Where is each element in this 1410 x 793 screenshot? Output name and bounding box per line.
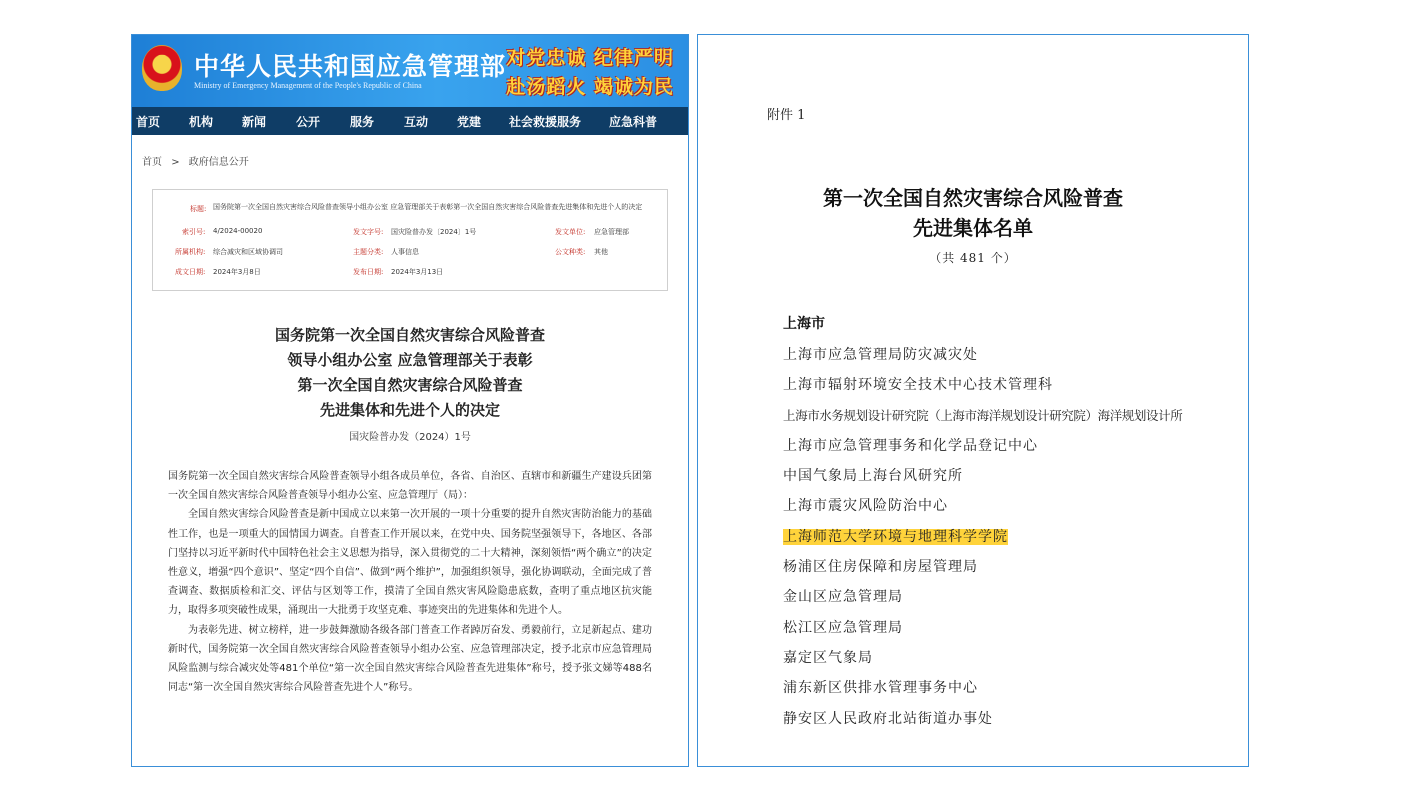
info-docno-label: 发文字号: [353, 228, 384, 236]
list-item [783, 370, 1223, 400]
list-count: （共 481 个） [929, 251, 1017, 265]
unit-name: 中国气象局上海台风研究所 [783, 468, 963, 485]
list-title-line-2: 先进集体名单 [913, 216, 1033, 240]
heading-line: 领导小组办公室 应急管理部关于表彰 [287, 351, 533, 369]
list-title [698, 183, 1248, 243]
list-item [783, 643, 1223, 673]
paragraph: 国务院第一次全国自然灾害综合风险普查领导小组各成员单位，各省、自治区、直辖市和新疆生产建设兵团第一次全国自然灾害综合风险普查领导小组办公室、应急管理厅（局）： [168, 471, 652, 502]
info-org-label: 所属机构: [175, 248, 206, 256]
unit-name: 松江区应急管理局 [783, 619, 903, 636]
heading-line: 国务院第一次全国自然灾害综合风险普查 [274, 326, 545, 344]
info-created-label: 成文日期: [175, 268, 206, 276]
breadcrumb [142, 153, 255, 168]
nav-item-services[interactable]: 服务 [350, 115, 375, 129]
unit-name: 嘉定区气象局 [783, 649, 873, 666]
info-published-value: 2024年3月13日 [391, 268, 444, 276]
list-item [783, 673, 1223, 703]
info-issuer-value: 应急管理部 [594, 228, 629, 236]
unit-name: 金山区应急管理局 [783, 589, 903, 606]
info-topic-label: 主题分类: [353, 248, 384, 256]
info-org-value: 综合减灾和区域协调司 [213, 248, 283, 256]
list-item [783, 613, 1223, 643]
unit-name: 上海市应急管理事务和化学品登记中心 [783, 437, 1038, 454]
slogan-line-1: 对党忠诚 纪律严明 [506, 47, 674, 69]
info-docno-value: 国灾险普办发〔2024〕1号 [391, 228, 477, 236]
paragraph: 为表彰先进、树立榜样，进一步鼓舞激励各级各部门普查工作者踔厉奋发、勇毅前行，立足新起点、建功新时代，国务院第一次全国自然灾害综合风险普查领导小组办公室、应急管理部决定，授予北京市应急管理局风险监测与综合减灾处等481个单位“第一次全国自然灾害综合风险普查先进集体”称号，授予张文娣等488名同志“第一次全国自然灾害综合风险普查先进个人”称号。 [168, 624, 652, 694]
nav-item-public[interactable]: 公开 [296, 115, 321, 129]
info-created-value: 2024年3月8日 [213, 268, 261, 276]
nav-item-science[interactable]: 应急科普 [609, 115, 658, 129]
document-body [168, 467, 652, 697]
breadcrumb-separator: > [171, 157, 180, 168]
slogan-line-2: 赴汤蹈火 竭诚为民 [506, 76, 674, 98]
paragraph: 全国自然灾害综合风险普查是新中国成立以来第一次开展的一项十分重要的提升自然灾害防治能力的基础性工作，也是一项重大的国情国力调查。自普查工作开展以来，在党中央、国务院坚强领导下，各地区、各部门坚持以习近平新时代中国特色社会主义思想为指导，深入贯彻党的二十大精神，深刻领悟“两个确立”的决定性意义，增强“四个意识”、坚定“四个自信”、做到“两个维护”，加强组织领导，强化协调联动，全面完成了普查调查、数据质检和汇交、评估与区划等工作，摸清了全国自然灾害风险隐患底数，查明了重点地区抗灾能力，取得多项突破性成果，涌现出一大批勇于攻坚克难、事迹突出的先进集体和先进个人。 [168, 509, 652, 617]
heading-line: 第一次全国自然灾害综合风险普查 [297, 376, 523, 394]
unit-name-highlighted: 上海师范大学环境与地理科学学院 [783, 528, 1008, 545]
list-item [783, 431, 1223, 461]
nav-item-interaction[interactable]: 互动 [404, 115, 429, 129]
nav-item-party[interactable]: 党建 [457, 115, 482, 129]
info-title-label: 标题: [190, 205, 207, 213]
unit-name: 上海市震灾风险防治中心 [783, 498, 948, 515]
info-published-label: 发布日期: [353, 268, 384, 276]
info-issuer-label: 发文单位: [555, 228, 586, 236]
info-title-value: 国务院第一次全国自然灾害综合风险普查领导小组办公室 应急管理部关于表彰第一次全国自然灾害综合风险普查先进集体和先进个人的决定 [213, 203, 643, 211]
info-index-value: 4/2024-00020 [213, 227, 263, 235]
info-category-value: 其他 [594, 248, 608, 256]
list-item-highlighted [783, 522, 1223, 552]
list-item [783, 340, 1223, 370]
breadcrumb-home[interactable]: 首页 [142, 157, 162, 168]
unit-name: 上海市辐射环境安全技术中心技术管理科 [783, 377, 1053, 394]
site-header [132, 35, 688, 107]
list-item [783, 704, 1223, 734]
nav-item-organization[interactable]: 机构 [189, 115, 214, 129]
document-number: 国灾险普办发（2024）1号 [349, 432, 471, 443]
unit-name: 浦东新区供排水管理事务中心 [783, 680, 978, 697]
unit-name: 上海市应急管理局防灾减灾处 [783, 347, 978, 363]
main-nav-bar [132, 107, 688, 135]
attachment-label: 附件 1 [767, 108, 806, 123]
list-item [783, 552, 1223, 582]
list-item [783, 582, 1223, 612]
unit-list [783, 340, 1223, 734]
heading-line: 先进集体和先进个人的决定 [319, 401, 500, 419]
nav-item-home[interactable]: 首页 [136, 115, 161, 129]
info-topic-value: 人事信息 [391, 248, 419, 256]
site-subtitle: Ministry of Emergency Management of the People's Republic of China [194, 81, 422, 90]
unit-name: 静安区人民政府北站街道办事处 [783, 710, 993, 727]
nav-item-news[interactable]: 新闻 [242, 115, 267, 129]
attachment-list-panel [697, 34, 1249, 767]
nav-item-social-rescue[interactable]: 社会救援服务 [509, 115, 582, 129]
ministry-webpage-panel [131, 34, 689, 767]
breadcrumb-gov-info[interactable]: 政府信息公开 [188, 157, 249, 168]
region-heading: 上海市 [783, 316, 825, 332]
document-heading [132, 323, 688, 423]
list-item [783, 461, 1223, 491]
national-emblem-icon [142, 45, 182, 91]
list-item [783, 491, 1223, 521]
list-title-line-1: 第一次全国自然灾害综合风险普查 [823, 186, 1123, 210]
info-category-label: 公文种类: [555, 248, 586, 256]
document-info-box [152, 189, 668, 291]
list-item [783, 401, 1223, 431]
unit-name: 上海市水务规划设计研究院（上海市海洋规划设计研究院）海洋规划设计所 [783, 407, 1183, 423]
site-title[interactable]: 中华人民共和国应急管理部 [194, 52, 507, 81]
info-index-label: 索引号: [182, 228, 206, 236]
unit-name: 杨浦区住房保障和房屋管理局 [783, 559, 978, 576]
